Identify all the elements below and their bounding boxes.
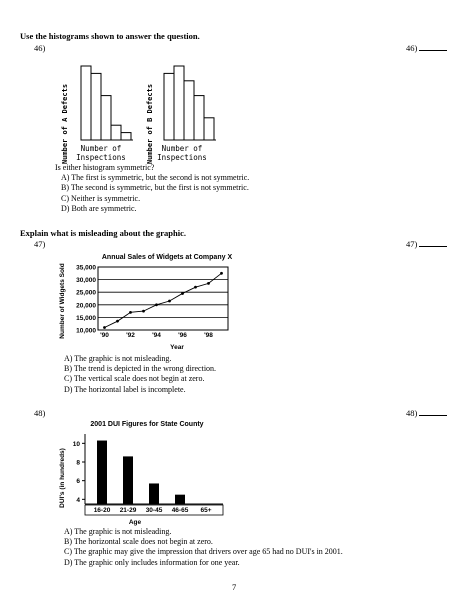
line-chart-x-tick-label: '94	[152, 332, 161, 339]
histogram-b-ylabel: Number of B Defects	[146, 83, 154, 165]
line-chart-xlabel: Year	[170, 344, 184, 351]
line-chart-x-tick-label: '90	[100, 332, 109, 339]
line-chart-x-tick-label: '92	[126, 332, 135, 339]
histogram-a-ylabel: Number of A Defects	[61, 83, 69, 165]
line-chart-point	[129, 311, 132, 314]
histogram-b-xlabel-2: Inspections	[157, 153, 207, 162]
histogram-a	[55, 62, 145, 166]
answer-47-label: 47)	[406, 239, 418, 249]
bar-chart-x-ticks	[85, 505, 223, 515]
line-chart-ylabel: Number of Widgets Sold	[59, 263, 66, 339]
line-chart-x-tick-label: '96	[178, 332, 187, 339]
line-chart-y-tick-label: 25,000	[76, 289, 96, 297]
histogram-a-bars	[81, 66, 133, 140]
answer-46-blank[interactable]	[419, 50, 447, 51]
histogram-b-xlabel-1: Number of	[161, 144, 203, 153]
line-chart-point	[116, 320, 119, 323]
page-number: 7	[232, 582, 237, 592]
line-chart-point	[194, 286, 197, 289]
histogram-a-bar-5	[121, 133, 131, 140]
bar-chart-x-tick-label: 46-65	[171, 507, 189, 514]
line-chart-y-tick-label: 30,000	[76, 277, 96, 285]
histogram-b-bar-5	[204, 118, 214, 140]
line-chart-point	[220, 272, 223, 275]
histogram-b	[140, 62, 230, 166]
line-chart-point	[155, 303, 158, 306]
bar-chart-bar-46-65	[175, 495, 185, 504]
option-46-b[interactable]: B) The second is symmetric, but the first is not symmetric.	[61, 183, 249, 193]
histogram-b-bar-1	[164, 73, 174, 140]
question-48-options	[64, 527, 343, 568]
line-chart	[55, 248, 245, 354]
bar-chart-ylabel: DUI's (in hundreds)	[59, 448, 66, 508]
question-47-options	[64, 354, 216, 395]
bar-chart-y-tick-label: 6	[76, 478, 80, 486]
answer-47[interactable]	[406, 239, 447, 249]
histogram-a-bar-3	[101, 96, 111, 140]
bar-chart-bar-30-45	[149, 483, 159, 504]
question-46-number: 46)	[34, 43, 46, 53]
bar-chart-x-tick-label: 65+	[200, 507, 212, 514]
line-chart-point	[168, 300, 171, 303]
answer-48[interactable]	[406, 408, 447, 418]
histogram-a-bar-4	[111, 125, 121, 140]
line-chart-y-tick-label: 10,000	[76, 327, 96, 335]
option-48-b[interactable]: B) The horizontal scale does not begin at zero.	[64, 537, 213, 547]
histogram-b-bar-3	[184, 81, 194, 140]
option-46-c[interactable]: C) Neither is symmetric.	[61, 193, 141, 203]
question-46-text: Is either histogram symmetric?	[55, 163, 155, 172]
histogram-a-bar-2	[91, 73, 101, 140]
line-chart-y-tick-label: 15,000	[76, 314, 96, 322]
bar-chart-y-tick-label: 10	[72, 440, 80, 448]
line-chart-y-tick-label: 35,000	[76, 264, 96, 272]
line-chart-point	[207, 282, 210, 285]
question-48-number: 48)	[34, 408, 46, 418]
bar-chart-bar-21-29	[123, 456, 133, 504]
line-chart-y-ticks	[76, 265, 96, 335]
answer-46[interactable]	[406, 43, 447, 53]
answer-48-label: 48)	[406, 408, 418, 418]
answer-46-label: 46)	[406, 43, 418, 53]
bar-chart-y-tick-label: 4	[76, 496, 80, 504]
line-chart-point	[142, 310, 145, 313]
bar-chart-bars	[85, 441, 223, 504]
bar-chart-x-tick-label: 30-45	[145, 507, 163, 514]
option-47-a[interactable]: A) The graphic is not misleading.	[64, 354, 172, 363]
option-47-c[interactable]: C) The vertical scale does not begin at zero.	[64, 374, 205, 384]
question-46-body	[55, 163, 249, 214]
histogram-a-xlabel-1: Number of	[80, 144, 122, 153]
line-chart-title: Annual Sales of Widgets at Company X	[101, 254, 233, 261]
histogram-b-bar-2	[174, 66, 184, 140]
instruction-misleading: Explain what is misleading about the graphic.	[20, 228, 187, 238]
question-47-number: 47)	[34, 239, 46, 249]
answer-48-blank[interactable]	[419, 415, 447, 416]
option-48-c[interactable]: C) The graphic may give the impression that drivers over age 65 had no DUI's in 2001.	[64, 547, 343, 557]
bar-chart-y-tick-label: 8	[76, 459, 80, 467]
bar-chart-x-tick-label: 21-29	[119, 507, 137, 514]
bar-chart-y-ticks	[73, 434, 85, 504]
option-47-b[interactable]: B) The trend is depicted in the wrong direction.	[64, 364, 217, 374]
histogram-a-bar-1	[81, 66, 91, 140]
line-chart-x-ticks	[100, 332, 213, 339]
histogram-b-bar-4	[194, 96, 204, 140]
answer-47-blank[interactable]	[419, 246, 447, 247]
option-48-a[interactable]: A) The graphic is not misleading.	[64, 527, 172, 536]
histogram-b-bars	[164, 66, 216, 140]
bar-chart-x-tick-label: 16-20	[93, 507, 111, 514]
option-47-d[interactable]: D) The horizontal label is incomplete.	[64, 384, 186, 394]
line-chart-y-tick-label: 20,000	[76, 302, 96, 310]
bar-chart-bar-16-20	[97, 441, 107, 504]
bar-chart	[55, 414, 225, 530]
option-46-d[interactable]: D) Both are symmetric.	[61, 203, 137, 213]
histogram-a-xlabel-2: Inspections	[76, 153, 126, 162]
bar-chart-xlabel: Age	[128, 519, 142, 526]
bar-chart-title: 2001 DUI Figures for State County	[90, 421, 204, 428]
line-chart-point	[181, 292, 184, 295]
line-chart-x-tick-label: '98	[204, 332, 213, 339]
instruction-histograms: Use the histograms shown to answer the question.	[20, 31, 200, 41]
option-48-d[interactable]: D) The graphic only includes information for one year.	[64, 557, 240, 567]
option-46-a[interactable]: A) The first is symmetric, but the second is not symmetric.	[61, 173, 250, 183]
line-chart-point	[103, 326, 106, 329]
